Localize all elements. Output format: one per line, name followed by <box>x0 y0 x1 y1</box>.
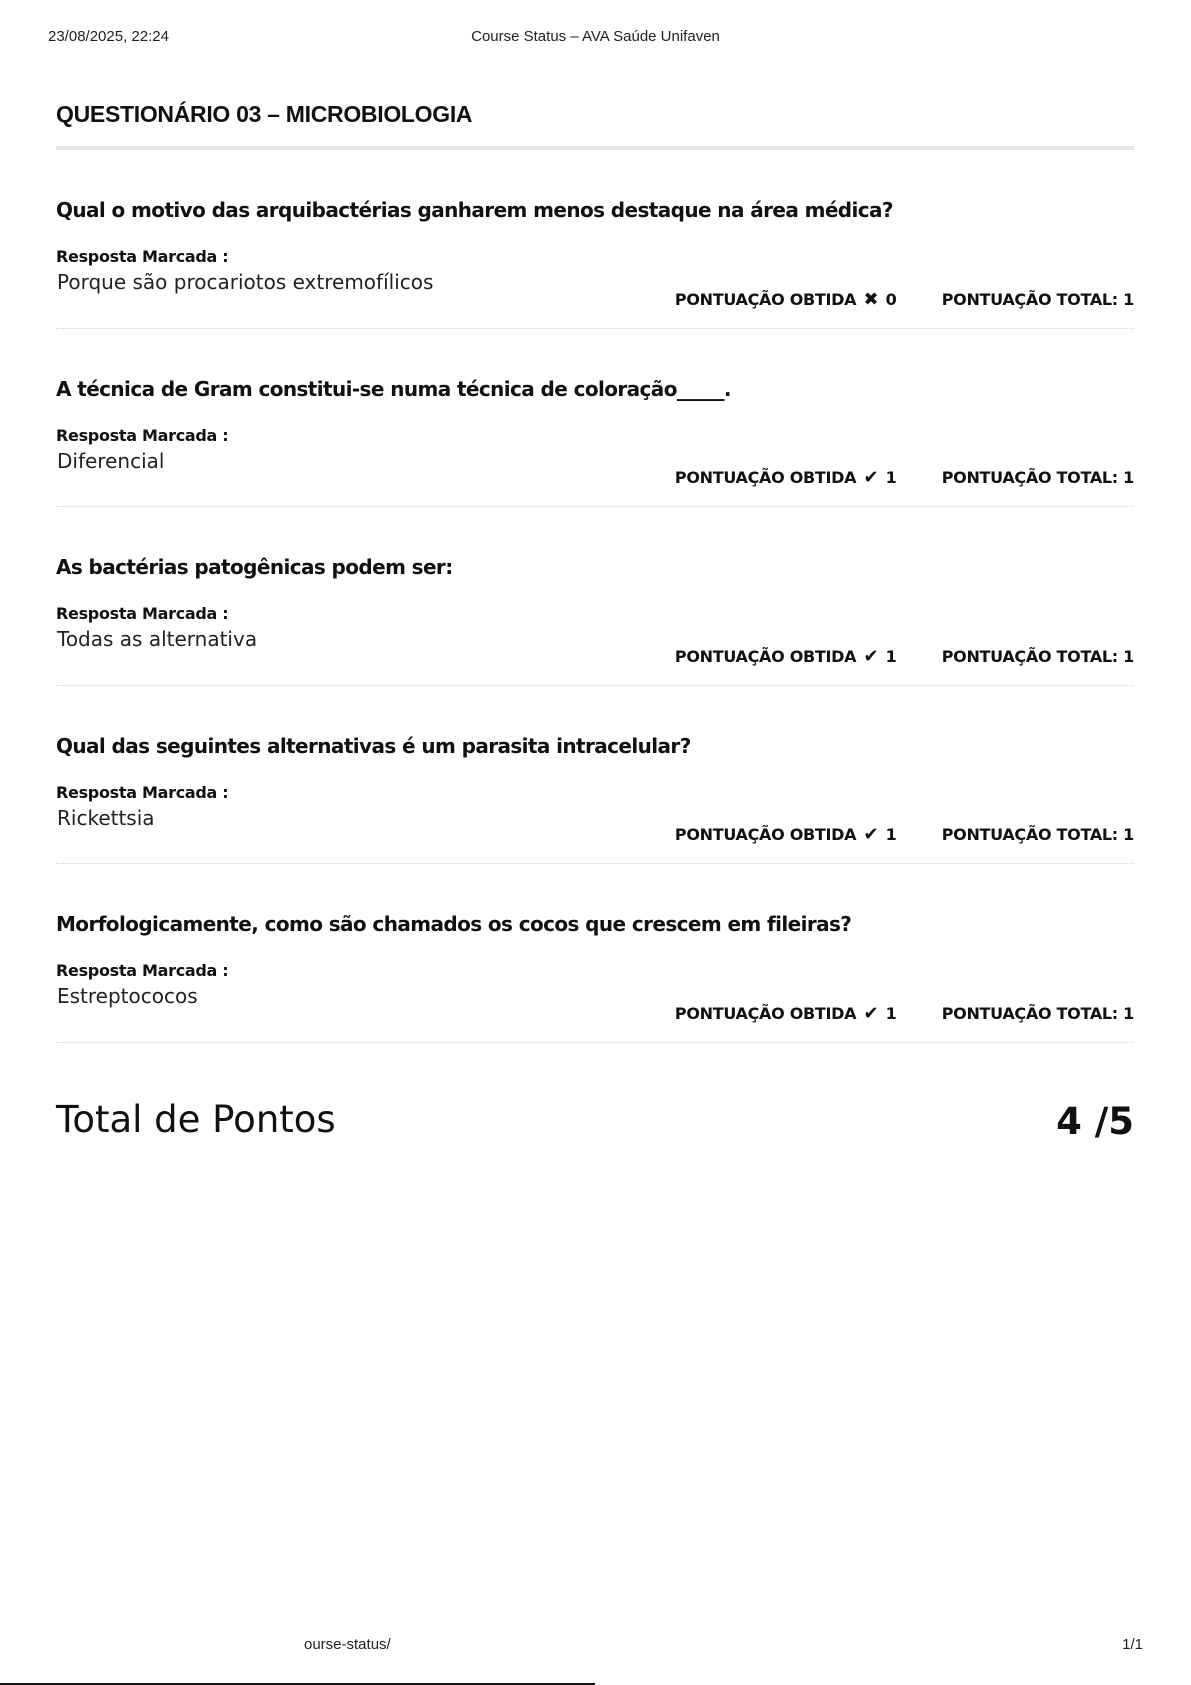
question-text: Qual das seguintes alternativas é um parasita intracelular? <box>56 733 691 758</box>
score-obtained <box>675 289 897 310</box>
answer-label: Resposta Marcada : <box>56 604 229 623</box>
print-footer-url: ourse-status/ <box>304 1636 391 1653</box>
score-total: PONTUAÇÃO TOTAL: 1 <box>941 1003 1134 1023</box>
score-total: PONTUAÇÃO TOTAL: 1 <box>941 289 1134 309</box>
score-obtained <box>675 824 897 845</box>
score-total: PONTUAÇÃO TOTAL: 1 <box>941 646 1134 666</box>
question-list <box>56 150 1134 1043</box>
score-obtained-value: 1 <box>885 468 897 487</box>
score-obtained <box>675 1003 897 1024</box>
question-text: Qual o motivo das arquibactérias ganharem menos destaque na área médica? <box>56 198 893 222</box>
score-obtained-label: PONTUAÇÃO OBTIDA <box>674 289 857 309</box>
score-obtained-label: PONTUAÇÃO OBTIDA <box>674 825 857 844</box>
print-footer <box>48 1636 1143 1656</box>
score-obtained <box>675 646 897 667</box>
print-header <box>48 28 1143 48</box>
print-page-title: Course Status – AVA Saúde Unifaven <box>471 28 720 45</box>
score-obtained-label: PONTUAÇÃO OBTIDA <box>674 646 857 666</box>
total-points-label: Total de Pontos <box>56 1098 336 1141</box>
print-date-time: 23/08/2025, 22:24 <box>48 28 169 45</box>
check-icon: ✔ <box>863 467 879 488</box>
score-total: PONTUAÇÃO TOTAL: 1 <box>941 468 1134 487</box>
score-obtained-label: PONTUAÇÃO OBTIDA <box>674 1003 857 1023</box>
question-item <box>56 686 1134 865</box>
question-text: Morfologicamente, como são chamados os cocos que crescem em fileiras? <box>56 912 852 936</box>
question-item <box>56 150 1134 329</box>
score-row <box>675 646 1134 667</box>
answer-value: Todas as alternativa <box>57 627 258 651</box>
answer-value: Diferencial <box>57 448 165 473</box>
question-text: A técnica de Gram constitui-se numa técnica de coloração_____. <box>56 376 731 401</box>
answer-value: Rickettsia <box>57 805 155 830</box>
score-row <box>675 467 1134 488</box>
score-obtained-value: 1 <box>885 646 897 666</box>
score-obtained-value: 0 <box>885 289 897 309</box>
question-item <box>56 864 1134 1043</box>
question-text: As bactérias patogênicas podem ser: <box>56 555 453 579</box>
answer-label: Resposta Marcada : <box>56 782 229 802</box>
check-icon: ✔ <box>863 645 879 667</box>
print-page-counter: 1/1 <box>1122 1636 1143 1653</box>
score-obtained <box>675 467 897 488</box>
question-item <box>56 507 1134 686</box>
answer-value: Porque são procariotos extremofílicos <box>57 270 434 294</box>
wrong-cross-icon: ✖ <box>863 288 879 310</box>
total-points-value: 4 /5 <box>1056 1100 1134 1143</box>
answer-label: Resposta Marcada : <box>56 425 229 445</box>
score-row <box>675 1003 1134 1024</box>
score-obtained-value: 1 <box>885 825 897 844</box>
quiz-title: QUESTIONÁRIO 03 – MICROBIOLOGIA <box>56 101 473 127</box>
answer-label: Resposta Marcada : <box>56 247 229 266</box>
answer-label: Resposta Marcada : <box>56 961 229 980</box>
answer-value: Estreptococos <box>57 984 198 1008</box>
score-row <box>675 289 1134 310</box>
score-obtained-value: 1 <box>885 1003 897 1023</box>
score-row <box>675 824 1134 845</box>
score-total: PONTUAÇÃO TOTAL: 1 <box>941 825 1134 844</box>
total-points-row <box>56 1098 1134 1158</box>
score-obtained-label: PONTUAÇÃO OBTIDA <box>674 468 857 487</box>
check-icon: ✔ <box>863 1002 879 1024</box>
check-icon: ✔ <box>863 824 879 845</box>
question-item <box>56 329 1134 508</box>
